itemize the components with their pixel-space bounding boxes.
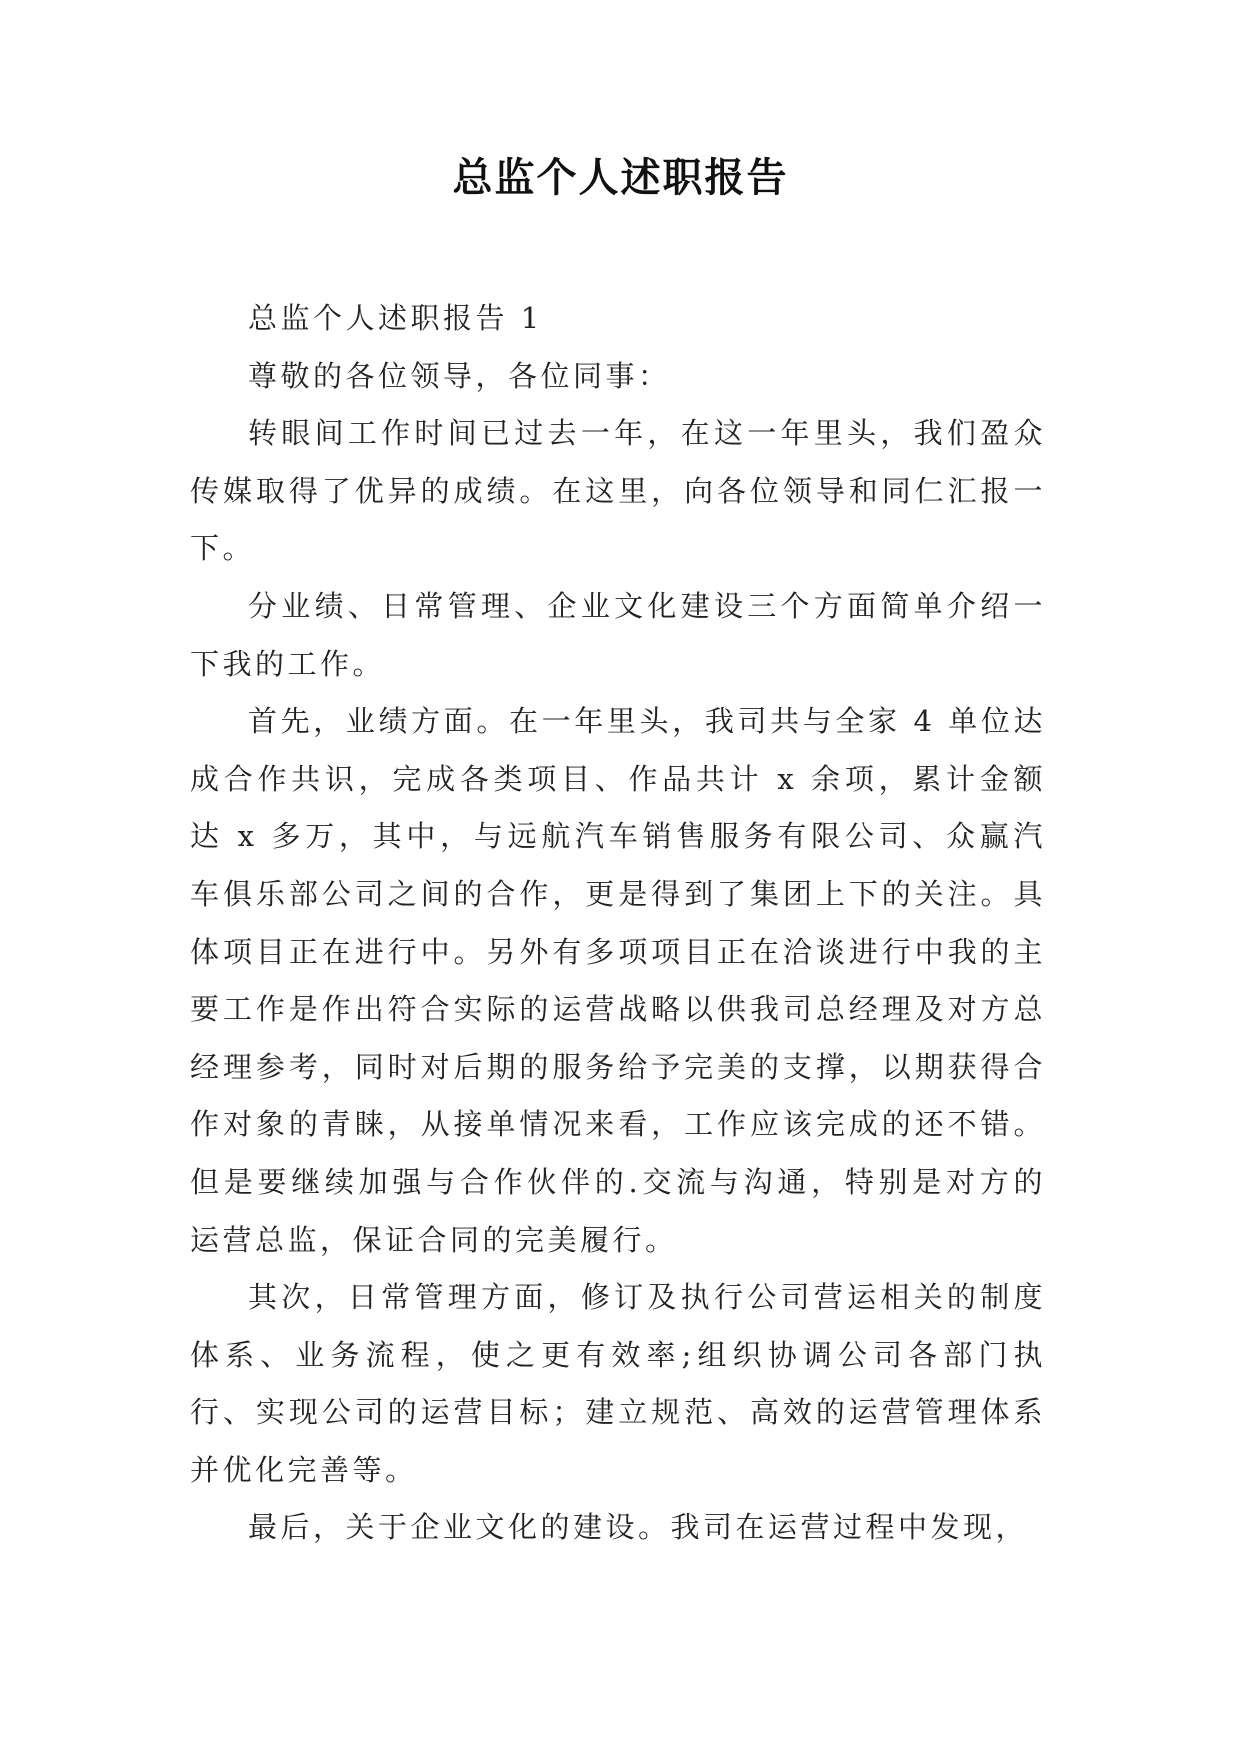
paragraph-overview: 分业绩、日常管理、企业文化建设三个方面简单介绍一下我的工作。 <box>190 588 1046 681</box>
document-title: 总监个人述职报告 <box>452 154 789 201</box>
paragraph-heading: 总监个人述职报告 1 <box>248 301 543 335</box>
paragraph-intro: 转眼间工作时间已过去一年，在这一年里头，我们盈众传媒取得了优异的成绩。在这里，向各位领导和同仁汇报一下。 <box>190 416 1046 566</box>
paragraph-salutation: 尊敬的各位领导，各位同事： <box>248 358 671 393</box>
document-body <box>190 290 1046 1557</box>
paragraph-culture: 最后，关于企业文化的建设。我司在运营过程中发现， <box>248 1510 1029 1545</box>
paragraph-performance: 首先，业绩方面。在一年里头，我司共与全家 4 单位达成合作共识，完成各类项目、作品共计 x 余项，累计金额达 x 多万，其中，与远航汽车销售服务有限公司、众赢汽车俱乐部公司之间的合作，更是得到了集团上下的关注。具体项目正在进行中。另外有多项项目正在洽谈进行中我的主要工作是作出符合实际的运营战略以供我司总经理及对方总经理参考，同时对后期的服务给予完美的支撑，以期获得合作对象的青睐，从接单情况来看，工作应该完成的还不错。但是要继续加强与合作伙伴的.交流与沟通，特别是对方的运营总监，保证合同的完美履行。 <box>190 704 1046 1257</box>
paragraph-management: 其次，日常管理方面，修订及执行公司营运相关的制度体系、业务流程，使之更有效率;组织协调公司各部门执行、实现公司的运营目标；建立规范、高效的运营管理体系并优化完善等。 <box>190 1280 1046 1487</box>
